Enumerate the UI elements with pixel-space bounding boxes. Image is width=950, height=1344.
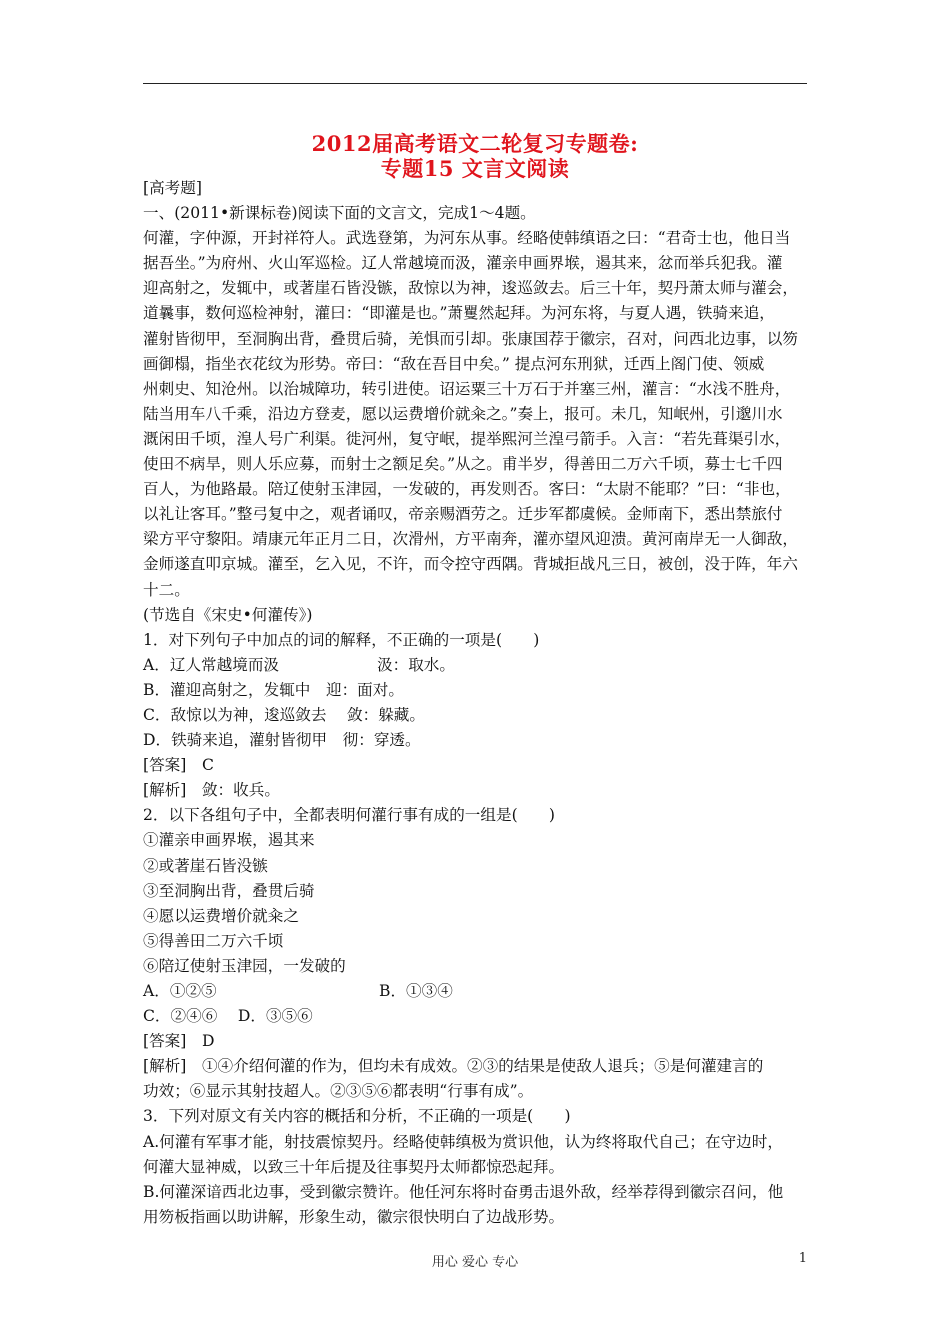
q1-option-a bbox=[143, 653, 809, 678]
passage-line: 据吾坐。”为府州、火山军巡检。辽人常越境而汲，灌亲申画界堠，遏其来，忿而举兵犯我。灌 bbox=[143, 254, 783, 273]
passage-line: 道曩事，数何巡检神射，灌曰：“即灌是也。”萧矍然起拜。为河东将，与夏人遇，铁骑来追， bbox=[143, 304, 775, 323]
passage-line: 灌射皆彻甲，至洞胸出背，叠贯后骑，羌惧而引却。张康国荐于徽宗，召对，问西北边事，以笏 bbox=[143, 329, 798, 348]
q1-option-b: B．灌迎高射之，发辄中 迎：面对。 bbox=[143, 680, 404, 699]
q2-item: ①灌亲申画界堠，遏其来 bbox=[143, 831, 315, 850]
q2-options-cd: C．②④⑥ D．③⑤⑥ bbox=[143, 1007, 313, 1026]
q3-option-a: A.何灌有军事才能，射技震惊契丹。经略使韩缜极为赏识他，认为终将取代自己；在守边时， bbox=[143, 1132, 783, 1151]
q2-options-ab bbox=[143, 979, 809, 1004]
q3-option-b: 用笏板指画以助讲解，形象生动，徽宗很快明白了边战形势。 bbox=[143, 1207, 565, 1226]
passage-line: 梁方平守黎阳。靖康元年正月二日，次滑州，方平南奔，灌亦望风迎溃。黄河南岸无一人御敌， bbox=[143, 530, 798, 549]
q2-item: ⑥陪辽使射玉津园，一发破的 bbox=[143, 956, 346, 975]
footer-slogan: 用心 爱心 专心 bbox=[431, 1255, 519, 1270]
q3-stem: 3．下列对原文有关内容的概括和分析，不正确的一项是( ) bbox=[143, 1107, 571, 1126]
q2-analysis: 功效；⑥显示其射技超人。②③⑤⑥都表明“行事有成”。 bbox=[143, 1082, 534, 1101]
passage-line: 使田不病旱，则人乐应募，而射士之额足矣。”从之。甫半岁，得善田二万六千顷，募士七千四 bbox=[143, 455, 783, 474]
q2-analysis: [解析] ①④介绍何灌的作为，但均未有成效。②③的结果是使敌人退兵；⑤是何灌建言的 bbox=[143, 1057, 764, 1076]
passage-line: 州刺史、知沧州。以治城障功，转引进使。诏运粟三十万石于并塞三州，灌言：“水浅不胜舟， bbox=[143, 379, 791, 398]
question-intro: 一、(2011•新课标卷)阅读下面的文言文，完成1～4题。 bbox=[143, 204, 536, 223]
q1-option-a-note: 汲：取水。 bbox=[377, 655, 455, 674]
passage-line: 百人，为他路最。陪辽使射玉津园，一发破的，再发则否。客曰：“太尉不能耶？”曰：“非也， bbox=[143, 480, 791, 499]
q1-analysis: [解析] 敛：收兵。 bbox=[143, 781, 280, 800]
q2-item: ②或著崖石皆没镞 bbox=[143, 856, 268, 875]
q1-stem: 1．对下列句子中加点的词的解释，不正确的一项是( ) bbox=[143, 630, 540, 649]
passage-line: 陆当用车八千乘，沿边方登麦，愿以运费增价就籴之。”奏上，报可。未几，知岷州，引邈川水 bbox=[143, 404, 783, 423]
q2-answer: [答案] D bbox=[143, 1032, 215, 1051]
passage-line: 溉闲田千顷，湟人号广利渠。徙河州，复守岷，提举熙河兰湟弓箭手。入言：“若先葺渠引水， bbox=[143, 429, 791, 448]
section-tag: [高考题] bbox=[143, 179, 202, 197]
q2-stem: 2．以下各组句子中，全都表明何灌行事有成的一组是( ) bbox=[143, 806, 555, 825]
passage-line: 十二。 bbox=[143, 580, 190, 599]
passage-source: (节选自《宋史•何灌传》) bbox=[143, 605, 313, 624]
passage-line: 迎高射之，发辄中，或著崖石皆没镞，敌惊以为神，逡巡敛去。后三十年，契丹萧太师与灌会， bbox=[143, 279, 798, 298]
document-body bbox=[143, 176, 809, 1230]
passage-line: 金师遂直叩京城。灌至，乞入见，不许，而令控守西隅。背城拒战凡三日，被创，没于阵，年六 bbox=[143, 555, 798, 574]
document-title: 2012届高考语文二轮复习专题卷: bbox=[311, 131, 639, 156]
q1-option-a-text: A．辽人常越境而汲 bbox=[143, 655, 280, 674]
document-subtitle: 专题15 文言文阅读 bbox=[380, 156, 570, 181]
q2-item: ⑤得善田二万六千顷 bbox=[143, 931, 284, 950]
q2-option-b: B．①③④ bbox=[379, 982, 453, 1000]
passage-line: 以礼让客耳。”整弓复中之，观者诵叹，帝亲赐酒劳之。迁步军都虞候。金师南下，悉出禁旅付 bbox=[143, 505, 783, 524]
q2-item: ③至洞胸出背，叠贯后骑 bbox=[143, 881, 315, 900]
passage-line: 画御榻，指坐衣花纹为形势。帝曰：“敌在吾目中矣。” 提点河东刑狱，迁西上阁门使、领威 bbox=[143, 354, 765, 373]
q1-option-d: D．铁骑来追，灌射皆彻甲 彻：穿透。 bbox=[143, 731, 421, 750]
q1-answer: [答案] C bbox=[143, 756, 214, 775]
page-number: 1 bbox=[798, 1251, 807, 1266]
q3-option-b: B.何灌深谙西北边事，受到徽宗赞许。他任河东将时奋勇击退外敌，经举荐得到徽宗召问，他 bbox=[143, 1182, 784, 1201]
passage-line: 何灌，字仲源，开封祥符人。武选登第，为河东从事。经略使韩缜语之曰：“君奇士也，他日当 bbox=[143, 229, 791, 248]
q2-item: ④愿以运费增价就籴之 bbox=[143, 906, 299, 925]
q2-option-a: A．①②⑤ bbox=[143, 982, 217, 1000]
header-rule bbox=[143, 83, 807, 84]
q3-option-a: 何灌大显神威，以致三十年后提及往事契丹太师都惊恐起拜。 bbox=[143, 1157, 565, 1176]
q1-option-c: C．敌惊以为神，逡巡敛去 敛：躲藏。 bbox=[143, 705, 425, 724]
